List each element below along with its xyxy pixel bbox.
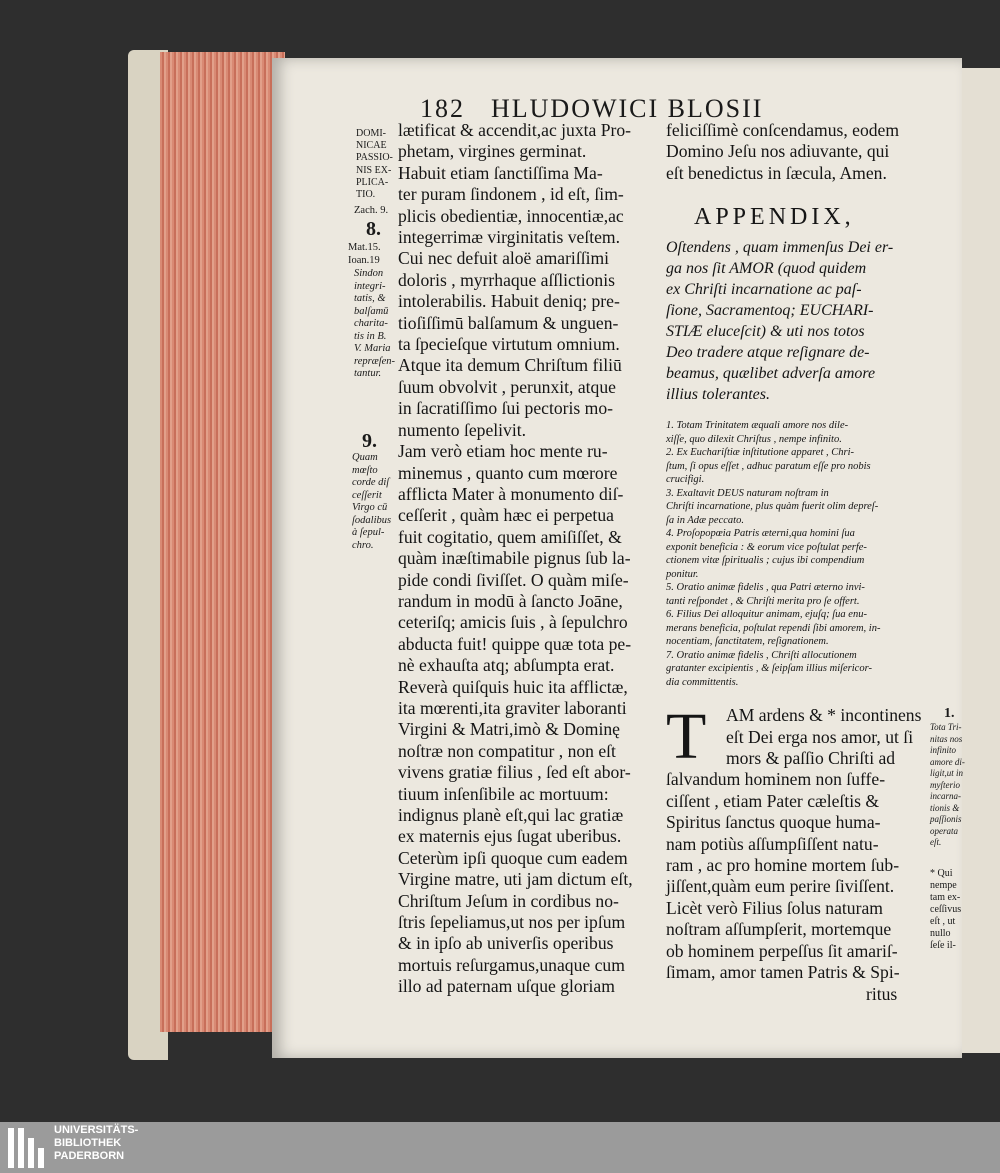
page-number: 182 xyxy=(420,94,465,123)
text-line: mortuis reſurgamus,unaque cum xyxy=(398,954,625,975)
text-line: integerrimæ virginitatis veſtem. xyxy=(398,227,621,248)
section-number-8: 8. xyxy=(366,218,381,240)
facing-page-edge xyxy=(962,68,1000,1053)
page-edges xyxy=(160,52,285,1032)
contents-line: crucifigi. xyxy=(666,474,705,486)
margin-note-quam-moesto: Quam mœſto corde diſ ceſſerit Virgo cū ſodalibus à ſepul- chro. xyxy=(352,452,392,551)
text-line: minemus , quanto cum mœrore xyxy=(398,462,618,483)
text-line: Ceterùm ipſi quoque cum eadem xyxy=(398,847,628,868)
text-line: Jam verò etiam hoc mente ru- xyxy=(398,441,608,462)
appendix-contents-list xyxy=(666,419,921,689)
section-number-1: 1. xyxy=(944,706,955,721)
text-line: ſimam, amor tamen Patris & Spi- xyxy=(666,962,900,983)
text-line: numento ſepelivit. xyxy=(398,419,527,440)
text-line: lætificat & accendit,ac juxta Pro- xyxy=(398,120,632,140)
text-line: Chriſtum Jeſum in cordibus no- xyxy=(398,890,619,911)
text-line: illo ad paternam uſque gloriam xyxy=(398,976,615,997)
text-line: fuit cogitatio, quem amiſiſſet, & xyxy=(398,526,622,547)
section-number-9: 9. xyxy=(362,430,377,452)
library-logo-icon xyxy=(8,1128,48,1168)
text-line: in ſacratiſſimo ſui pectoris mo- xyxy=(398,398,613,419)
text-line: Habuit etiam ſanctiſſima Ma- xyxy=(398,162,603,183)
contents-line: 2. Ex Euchariſtiæ inſtitutione apparet , Chri- xyxy=(666,447,855,459)
text-line: pide condi ſiviſſet. O quàm miſe- xyxy=(398,569,629,590)
text-line: intolerabilis. Habuit deniq; pre- xyxy=(398,291,620,312)
left-text-column xyxy=(398,120,633,998)
contents-line: dia committentis. xyxy=(666,676,739,688)
text-line: Reverà quiſquis huic ita afflictæ, xyxy=(398,676,628,697)
text-line: ciſſent , etiam Pater cæleſtis & xyxy=(666,790,880,811)
text-line: Cui nec defuit aloë amariſſimi xyxy=(398,248,610,269)
text-line: ram , ac pro homine mortem ſub- xyxy=(666,855,900,876)
text-line: ceſſerit , quàm hæc ei perpetua xyxy=(398,505,614,526)
text-line: ceteriſq; amicis ſuis , à ſepulchro xyxy=(398,612,628,633)
contents-line: ctionem vitæ ſpiritualis ; cujus ibi compendium xyxy=(666,555,865,567)
text-line: Atque ita demum Chriſtum filiū xyxy=(398,355,622,376)
text-line: quàm inæſtimabile pignus ſub la- xyxy=(398,548,631,569)
text-line: ſtris ſepeliamus,ut nos per ipſum xyxy=(398,912,626,933)
library-footer xyxy=(0,1122,1000,1173)
contents-line: ponitur. xyxy=(666,568,699,580)
text-line: ob hominem perpeſſus ſit amariſ- xyxy=(666,940,898,961)
contents-line: ſtum, ſi opus eſſet , adhuc paratum eſſe pro nobis xyxy=(666,460,871,472)
text-line: & in ipſo ab univerſis operibus xyxy=(398,933,614,954)
text-line: tioſiſſimū balſamum & unguen- xyxy=(398,312,619,333)
library-name: UNIVERSITÄTS- BIBLIOTHEK PADERBORN xyxy=(54,1124,139,1162)
contents-line: 1. Totam Trinitatem æquali amore nos dile- xyxy=(666,420,849,432)
drop-cap: T xyxy=(666,700,707,774)
text-line: randum in modū à ſancto Joāne, xyxy=(398,590,623,611)
contents-line: 6. Filius Dei alloquitur animam, ejuſq; ſua enu- xyxy=(666,609,867,621)
contents-line: 3. Exaltavit DEUS naturam noſtram in xyxy=(666,487,829,499)
text-line: ſuum obvolvit , perunxit, atque xyxy=(398,376,616,397)
text-line: nè exhauſta atq; abſumpta erat. xyxy=(398,655,615,676)
appendix-title: APPENDIX, xyxy=(694,204,855,231)
appendix-body: T AM ardens & * incontinens eſt Dei erga nos amor, ut ſi mors & paſſio Chriſti ad ſalvandum hominem non ſuffe- ciſſent , etiam Pater cæleſtis & Spiritus ſanctus quoque huma- nam potiùs aſſumpſiſſent natu- ram , ac pro homine mortem ſub- jiſſent,quàm eum perire ſiviſſent. Licèt verò Filius ſolus naturam noſtram aſſumpſerit, mortemque ob hominem perpeſſus ſit amariſ- ſimam, amor tamen Patris & Spi- ritus xyxy=(666,700,922,1004)
contents-line: xiſſe, quo dilexit Chriſtus , nempe infinito. xyxy=(666,433,842,445)
text-line: Virgine matre, uti jam dictum eſt, xyxy=(398,869,633,890)
text-line: ex maternis ejus ſugat uberibus. xyxy=(398,826,622,847)
appendix-body-lines xyxy=(666,769,921,983)
margin-ref-mat-ioan: Mat.15. Ioan.19 xyxy=(348,242,381,266)
contents-line: nocentiam, ſanctitatem, reſignationem. xyxy=(666,636,829,648)
margin-note-dominicae: DOMI- NICAE PASSIO- NIS EX- PLICA- TIO. xyxy=(356,128,393,201)
appendix-subtitle: Oſtendens , quam immenſus Dei er- ga nos ſit AMOR (quod quidem ex Chriſti incarnatione ac paſ- ſione, Sacramentoq; EUCHARI- STIÆ eluceſcit) & uti nos totos Deo tradere atque reſignare de- beamus, quælibet adverſa amore illius tolerantes. xyxy=(666,239,894,404)
text-line: Spiritus ſanctus quoque huma- xyxy=(666,812,881,833)
text-line: ita mœrenti,ita graviter laboranti xyxy=(398,697,627,718)
contents-line: ſa in Adæ peccato. xyxy=(666,514,744,526)
text-line: nam potiùs aſſumpſiſſent natu- xyxy=(666,833,879,854)
running-title: HLUDOWICI BLOSII xyxy=(491,94,764,123)
margin-ref-zach: Zach. 9. xyxy=(354,205,389,216)
text-line: jiſſent,quàm eum perire ſiviſſent. xyxy=(666,876,895,897)
contents-line: gratanter excipientis , & ſeipſam illius miſericor- xyxy=(666,663,872,675)
text-line: ſalvandum hominem non ſuffe- xyxy=(666,769,886,790)
contents-line: 5. Oratio animæ fidelis , qua Patri æterno invi- xyxy=(666,582,865,594)
text-line: abducta fuit! quippe quæ tota pe- xyxy=(398,633,632,654)
text-line: noſtræ non compatitur , non eſt xyxy=(398,740,616,761)
contents-line: 7. Oratio animæ fidelis , Chriſti allocutionem xyxy=(666,649,857,661)
text-line: afflicta Mater à monumento diſ- xyxy=(398,483,624,504)
text-line: doloris , myrrhaque aſſlictionis xyxy=(398,269,615,290)
text-line: ta ſpecieſque virtutum omnium. xyxy=(398,334,620,355)
margin-note-sindon: Sindon integri- tatis, & balſamū charita- tis in B. V. Maria repræſen- tantur. xyxy=(354,268,396,379)
contents-line: 4. Proſopopœia Patris æterni,qua homini ſua xyxy=(666,528,855,540)
margin-note-trinitas: Tota Tri- nitas nos infinito amore di- ligit,ut in myſterio incarna- tionis & paſſionis operata eſt. xyxy=(930,722,965,847)
text-line: phetam, virgines germinat. xyxy=(398,141,587,162)
contents-line: merans beneficia, poſtulat rependi ſibi amorem, in- xyxy=(666,622,881,634)
catchword: ritus xyxy=(866,983,898,1004)
right-text-column xyxy=(666,120,921,1005)
closing-lines: feliciſſimè conſcendamus, eodem Domino Jeſu nos adiuvante, qui eſt benedictus in ſæcula, Amen. xyxy=(666,120,900,183)
text-line: Virgini & Matri,imò & Dominę xyxy=(398,719,620,740)
text-line: plicis obedientiæ, innocentiæ,ac xyxy=(398,205,624,226)
contents-line: tanti reſpondet , & Chriſti merita pro ſe offert. xyxy=(666,595,860,607)
text-line: noſtram aſſumpſerit, mortemque xyxy=(666,919,892,940)
text-line: vivens gratiæ filius , ſed eſt abor- xyxy=(398,762,631,783)
text-line: ter puram ſindonem , id eſt, ſim- xyxy=(398,184,624,205)
text-line: Licèt verò Filius ſolus naturam xyxy=(666,897,883,918)
margin-note-qui-nempe: * Qui nempe tam ex- ceſſivus eſt , ut nullo ſeſe il- xyxy=(930,868,962,951)
contents-line: exponit beneficia : & eorum vice poſtulat perfe- xyxy=(666,541,867,553)
contents-line: Chriſti incarnatione, plus quàm fuerit olim depreſ- xyxy=(666,501,879,513)
text-line: tiuum inſenſibile ac mortuum: xyxy=(398,783,609,804)
text-line: indignus planè eſt,qui lac gratiæ xyxy=(398,805,624,825)
